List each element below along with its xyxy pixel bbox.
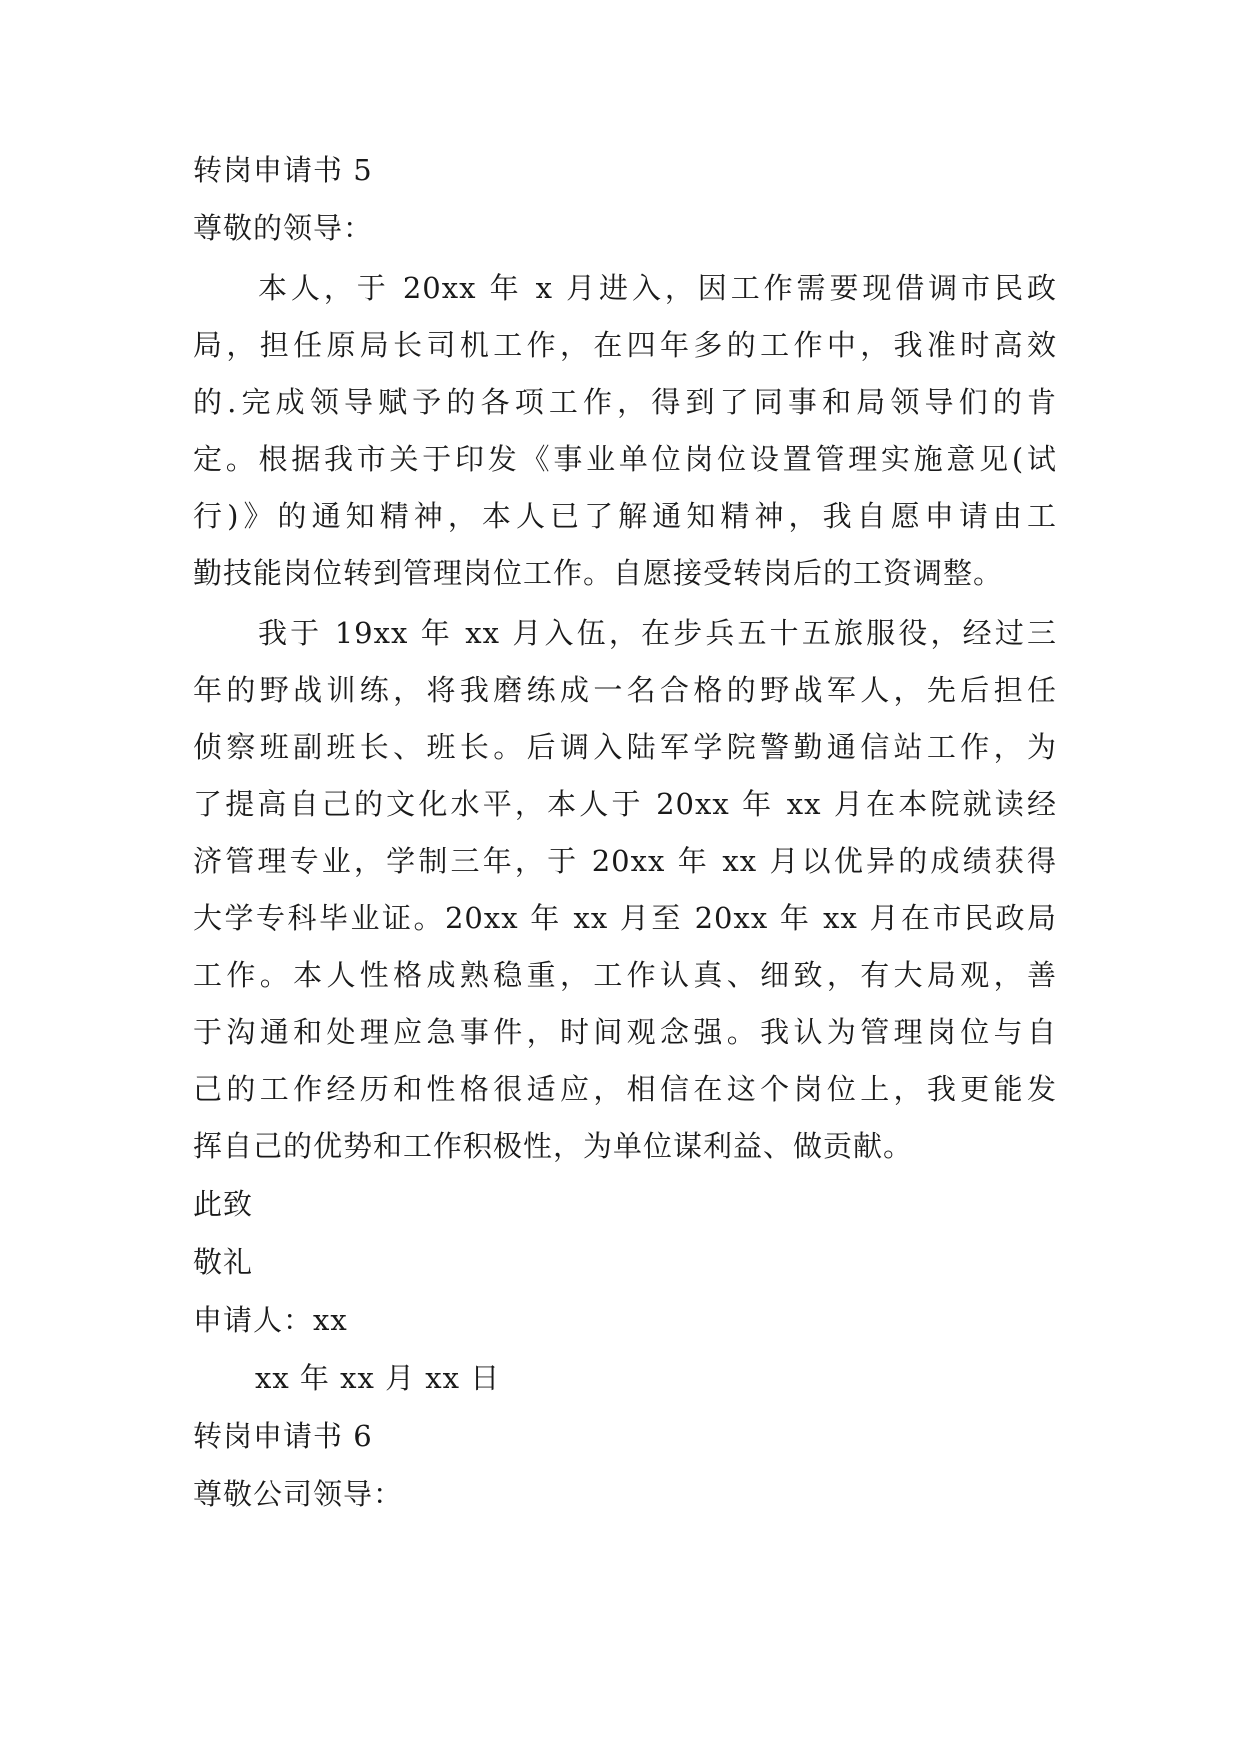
paragraph-line: 侦察班副班长、班长。后调入陆军学院警勤通信站工作，为: [193, 730, 1057, 764]
closing-line-1: 此致: [193, 1187, 254, 1221]
letter5-salutation: 尊敬的领导：: [193, 211, 374, 245]
paragraph-line: 我于 19xx 年 xx 月入伍，在步兵五十五旅服役，经过三: [258, 616, 1057, 650]
paragraph-line: 的.完成领导赋予的各项工作，得到了同事和局领导们的肯: [193, 385, 1057, 419]
paragraph-line: 工作。本人性格成熟稳重，工作认真、细致，有大局观，善: [193, 958, 1057, 992]
paragraph-line: 局，担任原局长司机工作，在四年多的工作中，我准时高效: [193, 328, 1057, 362]
letter6-salutation: 尊敬公司领导：: [193, 1477, 404, 1511]
letter6-title: 转岗申请书 6: [193, 1419, 373, 1453]
letter-date: xx 年 xx 月 xx 日: [255, 1361, 501, 1395]
applicant-signature: 申请人：xx: [193, 1303, 348, 1337]
paragraph-line: 勤技能岗位转到管理岗位工作。自愿接受转岗后的工资调整。: [193, 556, 1004, 590]
paragraph-line: 挥自己的优势和工作积极性，为单位谋利益、做贡献。: [193, 1129, 914, 1163]
closing-line-2: 敬礼: [193, 1245, 254, 1279]
paragraph-line: 行)》的通知精神，本人已了解通知精神，我自愿申请由工: [193, 499, 1057, 533]
letter5-title: 转岗申请书 5: [193, 153, 373, 187]
paragraph-line: 济管理专业，学制三年，于 20xx 年 xx 月以优异的成绩获得: [193, 844, 1057, 878]
paragraph-line: 定。根据我市关于印发《事业单位岗位设置管理实施意见(试: [193, 442, 1057, 476]
paragraph-line: 年的野战训练，将我磨练成一名合格的野战军人，先后担任: [193, 673, 1057, 707]
paragraph-line: 本人，于 20xx 年 x 月进入，因工作需要现借调市民政: [258, 271, 1057, 305]
paragraph-line: 己的工作经历和性格很适应，相信在这个岗位上，我更能发: [193, 1072, 1057, 1106]
paragraph-line: 大学专科毕业证。20xx 年 xx 月至 20xx 年 xx 月在市民政局: [193, 901, 1057, 935]
paragraph-line: 于沟通和处理应急事件，时间观念强。我认为管理岗位与自: [193, 1015, 1057, 1049]
paragraph-line: 了提高自己的文化水平，本人于 20xx 年 xx 月在本院就读经: [193, 787, 1057, 821]
